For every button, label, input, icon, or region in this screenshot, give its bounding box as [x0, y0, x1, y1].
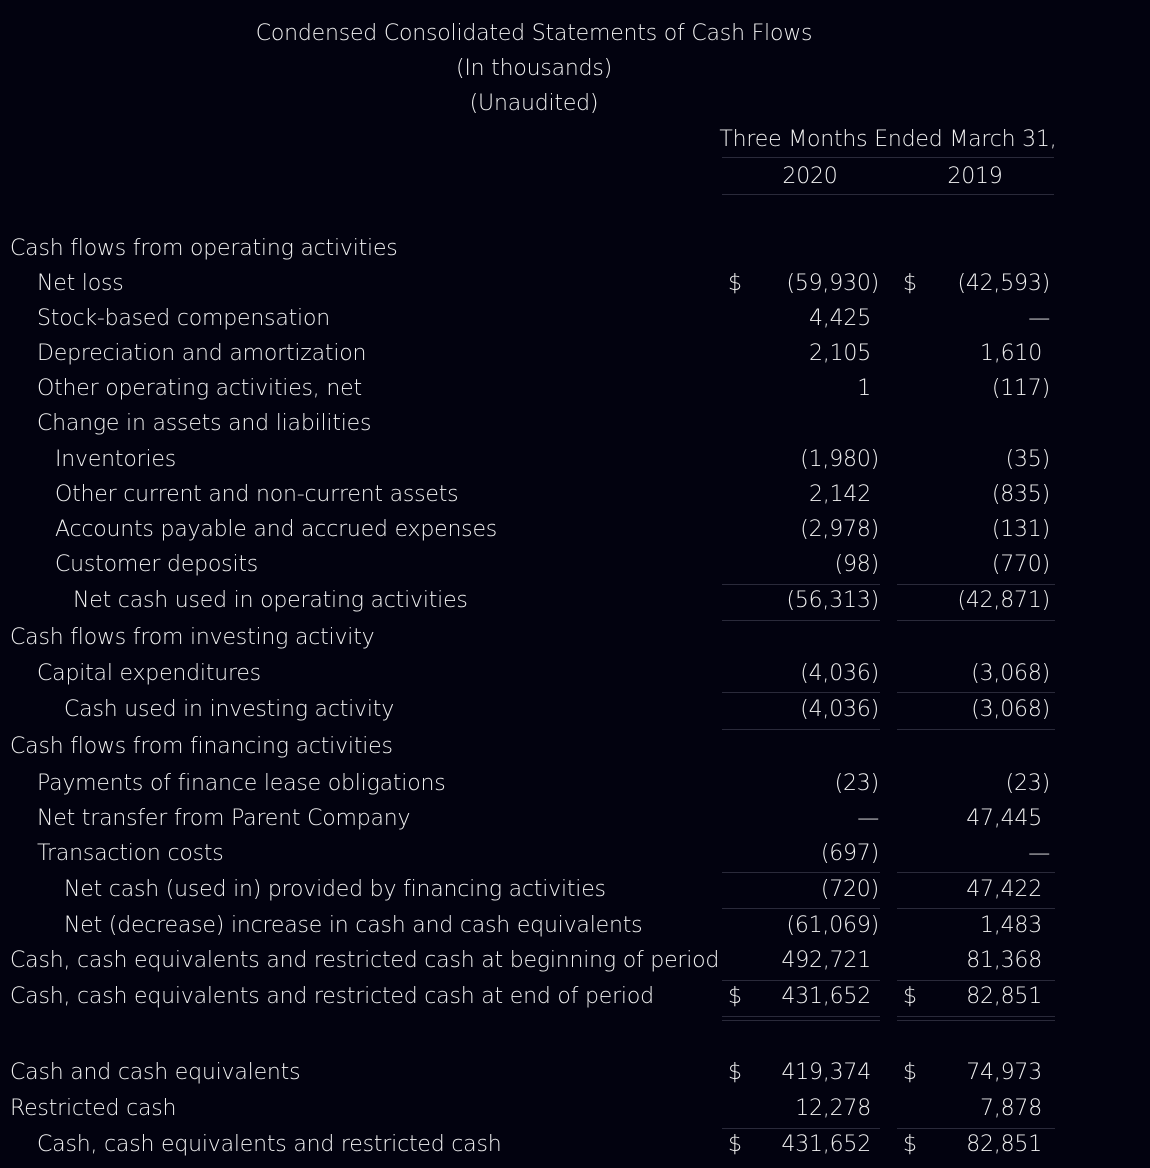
value-2019: — [1028, 841, 1050, 866]
value-2020: (4,036) [800, 697, 879, 722]
value-2019: (3,068) [971, 697, 1050, 722]
row-label-restricted-cash: Restricted cash [10, 1096, 177, 1121]
value-2019: (770) [991, 552, 1050, 577]
row-label-customer-deposits: Customer deposits [55, 552, 259, 577]
period-header: Three Months Ended March 31, [719, 127, 1057, 152]
value-2019: 47,422 [966, 877, 1042, 902]
value-2020: 1 [857, 376, 871, 401]
subtotal-rule [722, 1128, 880, 1129]
row-label-total-cash: Cash, cash equivalents and restricted cash [37, 1132, 502, 1157]
subtotal-rule [722, 584, 880, 585]
value-2020: (98) [834, 552, 879, 577]
row-label-parent-transfer: Net transfer from Parent Company [37, 806, 411, 831]
subtotal-rule [722, 692, 880, 693]
value-2019: 47,445 [966, 806, 1042, 831]
row-label-stock-comp: Stock-based compensation [37, 306, 330, 331]
currency-symbol: $ [728, 1132, 742, 1157]
value-2020: (2,978) [800, 517, 879, 542]
value-2020: (61,069) [786, 913, 879, 938]
subtotal-rule [722, 872, 880, 873]
row-label-net-change: Net (decrease) increase in cash and cash equivalents [64, 913, 643, 938]
row-label-transaction-costs: Transaction costs [37, 841, 224, 866]
currency-symbol: $ [728, 984, 742, 1009]
year-2020-header: 2020 [782, 164, 838, 189]
subtotal-rule [897, 1128, 1055, 1129]
value-2020: (4,036) [800, 661, 879, 686]
subtotal-rule [722, 729, 880, 730]
row-label-net-financing: Net cash (used in) provided by financing activities [64, 877, 606, 902]
statement-title: Condensed Consolidated Statements of Cash Flows [255, 21, 813, 46]
row-label-other-operating: Other operating activities, net [37, 376, 362, 401]
total-double-rule [897, 1016, 1055, 1021]
subtotal-rule [722, 620, 880, 621]
value-2019: (23) [1005, 771, 1050, 796]
currency-symbol: $ [728, 1060, 742, 1085]
section-investing-heading: Cash flows from investing activity [10, 625, 375, 650]
value-2019: (42,593) [957, 271, 1050, 296]
value-2019: 1,483 [980, 913, 1042, 938]
row-label-cash-investing: Cash used in investing activity [64, 697, 395, 722]
row-label-capex: Capital expenditures [37, 661, 261, 686]
value-2020: (720) [820, 877, 879, 902]
value-2019: 82,851 [966, 1132, 1042, 1157]
value-2020: 4,425 [809, 306, 871, 331]
value-2019: (3,068) [971, 661, 1050, 686]
subtotal-rule [897, 584, 1055, 585]
subtotal-rule [897, 980, 1055, 981]
value-2019: — [1028, 306, 1050, 331]
subtotal-rule [897, 908, 1055, 909]
value-2020: 12,278 [795, 1096, 871, 1121]
value-2019: (835) [991, 482, 1050, 507]
value-2020: 2,142 [809, 482, 871, 507]
subtotal-rule [722, 908, 880, 909]
row-label-change-assets: Change in assets and liabilities [37, 411, 372, 436]
value-2019: 7,878 [980, 1096, 1042, 1121]
section-operating-heading: Cash flows from operating activities [10, 236, 398, 261]
year-2019-header: 2019 [947, 164, 1003, 189]
value-2020: (59,930) [786, 271, 879, 296]
header-rule-bottom [722, 194, 1054, 195]
row-label-other-assets: Other current and non-current assets [55, 482, 459, 507]
subtotal-rule [897, 620, 1055, 621]
currency-symbol: $ [903, 1132, 917, 1157]
value-2020: 419,374 [781, 1060, 871, 1085]
row-label-ending-cash: Cash, cash equivalents and restricted cash at end of period [10, 984, 654, 1009]
row-label-net-loss: Net loss [37, 271, 124, 296]
row-label-accounts-payable: Accounts payable and accrued expenses [55, 517, 498, 542]
currency-symbol: $ [903, 1060, 917, 1085]
value-2019: 81,368 [966, 948, 1042, 973]
value-2019: 82,851 [966, 984, 1042, 1009]
subtotal-rule [897, 872, 1055, 873]
subtotal-rule [897, 729, 1055, 730]
value-2020: 492,721 [781, 948, 871, 973]
value-2020: (23) [834, 771, 879, 796]
total-double-rule [722, 1016, 880, 1021]
row-label-depreciation: Depreciation and amortization [37, 341, 367, 366]
currency-symbol: $ [903, 271, 917, 296]
value-2020: 431,652 [781, 984, 871, 1009]
value-2019: (131) [991, 517, 1050, 542]
value-2019: (35) [1005, 447, 1050, 472]
value-2019: 1,610 [980, 341, 1042, 366]
units-subtitle: (In thousands) [455, 56, 613, 81]
value-2019: (117) [991, 376, 1050, 401]
value-2020: 2,105 [809, 341, 871, 366]
value-2020: (697) [820, 841, 879, 866]
currency-symbol: $ [728, 271, 742, 296]
audit-subtitle: (Unaudited) [469, 91, 599, 116]
subtotal-rule [897, 692, 1055, 693]
row-label-cash-equivalents: Cash and cash equivalents [10, 1060, 301, 1085]
section-financing-heading: Cash flows from financing activities [10, 734, 393, 759]
value-2020: (56,313) [786, 588, 879, 613]
row-label-beginning-cash: Cash, cash equivalents and restricted cash at beginning of period [10, 948, 720, 973]
value-2020: 431,652 [781, 1132, 871, 1157]
currency-symbol: $ [903, 984, 917, 1009]
subtotal-rule [722, 980, 880, 981]
value-2019: (42,871) [957, 588, 1050, 613]
value-2020: — [857, 806, 879, 831]
row-label-net-operating: Net cash used in operating activities [73, 588, 468, 613]
header-rule [722, 157, 1054, 158]
row-label-finance-lease: Payments of finance lease obligations [37, 771, 446, 796]
row-label-inventories: Inventories [55, 447, 176, 472]
value-2020: (1,980) [800, 447, 879, 472]
value-2019: 74,973 [966, 1060, 1042, 1085]
